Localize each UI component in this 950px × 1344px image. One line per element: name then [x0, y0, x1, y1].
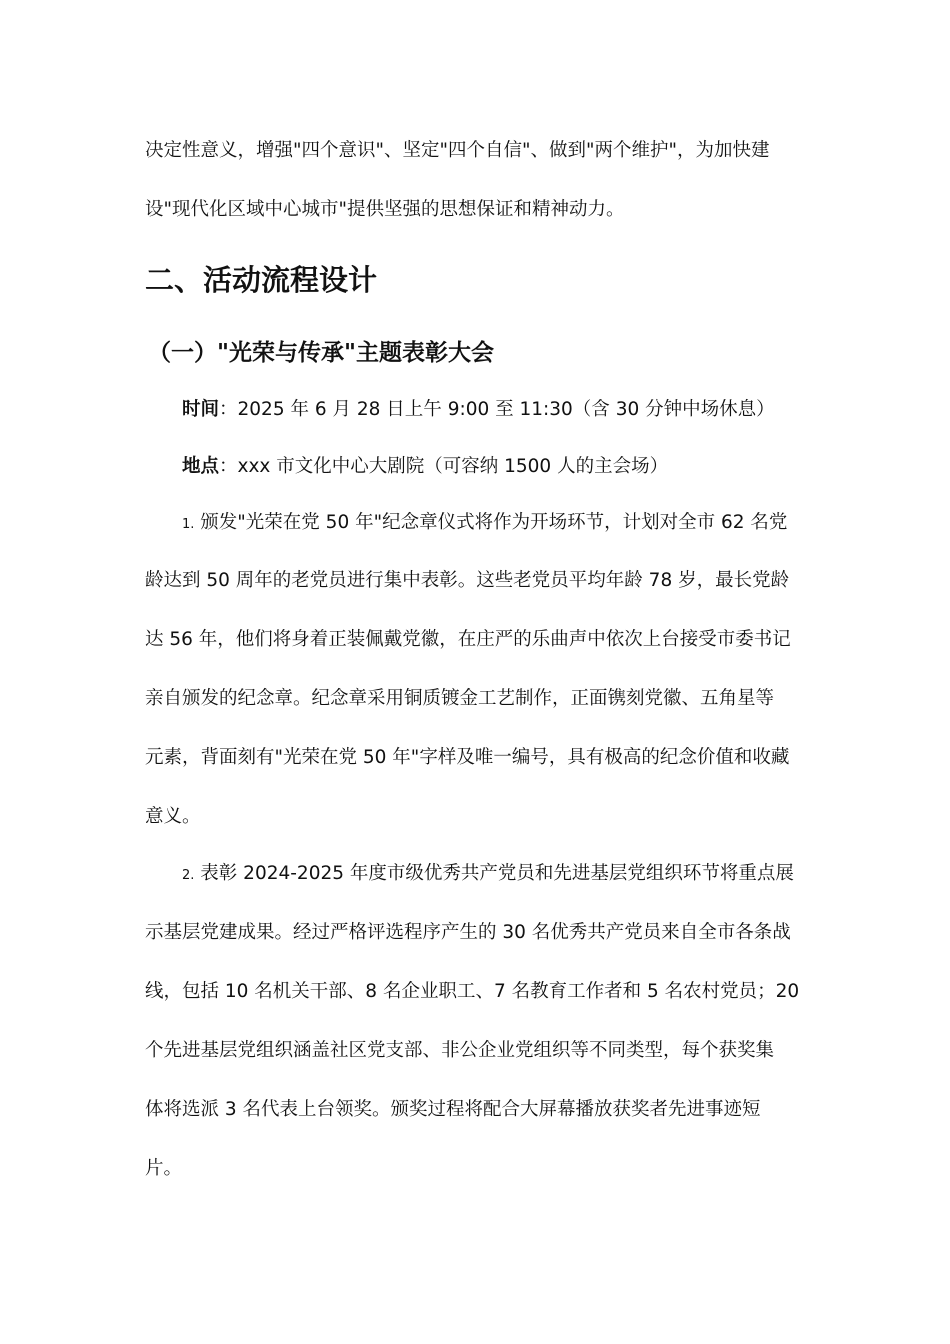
item1-line-2: 龄达到 50 周年的老党员进行集中表彰。这些老党员平均年龄 78 岁，最长党龄 [145, 570, 790, 591]
place-label: 地点 [182, 456, 220, 477]
time-label: 时间 [182, 399, 220, 420]
subsection-heading: （一）"光荣与传承"主题表彰大会 [148, 340, 494, 366]
item2-line-5: 体将选派 3 名代表上台领奖。颁奖过程将配合大屏幕播放获奖者先进事迹短 [145, 1099, 761, 1120]
item2-line-6: 片。 [145, 1158, 183, 1179]
time-value: ：2025 年 6 月 28 日上午 9:00 至 11:30（含 30 分钟中场休息） [219, 399, 775, 420]
item1-line-5: 元素，背面刻有"光荣在党 50 年"字样及唯一编号，具有极高的纪念价值和收藏 [145, 747, 790, 768]
item2-line-2: 示基层党建成果。经过严格评选程序产生的 30 名优秀共产党员来自全市各条战 [145, 922, 791, 943]
intro-line-2: 设"现代化区域中心城市"提供坚强的思想保证和精神动力。 [145, 199, 625, 220]
place-value: ：xxx 市文化中心大剧院（可容纳 1500 人的主会场） [219, 456, 669, 477]
item2-number: 2. [182, 868, 195, 883]
item2-line-3: 线，包括 10 名机关干部、8 名企业职工、7 名教育工作者和 5 名农村党员；20 [145, 981, 800, 1002]
item1-text-1: 颁发"光荣在党 50 年"纪念章仪式将作为开场环节，计划对全市 62 名党 [194, 512, 788, 533]
place-line [182, 455, 668, 479]
item2-text-1: 表彰 2024-2025 年度市级优秀共产党员和先进基层党组织环节将重点展 [194, 863, 794, 884]
item1-line-3: 达 56 年，他们将身着正装佩戴党徽，在庄严的乐曲声中依次上台接受市委书记 [145, 629, 791, 650]
item1-line-1 [182, 511, 787, 537]
section-heading: 二、活动流程设计 [145, 263, 378, 297]
item1-line-4: 亲自颁发的纪念章。纪念章采用铜质镀金工艺制作，正面镌刻党徽、五角星等 [145, 688, 775, 709]
intro-line-1: 决定性意义，增强"四个意识"、坚定"四个自信"、做到"两个维护"，为加快建 [145, 140, 770, 161]
item1-line-6: 意义。 [145, 806, 201, 827]
item2-line-4: 个先进基层党组织涵盖社区党支部、非公企业党组织等不同类型，每个获奖集 [145, 1040, 775, 1061]
time-line [182, 398, 775, 422]
item2-line-1 [182, 862, 794, 888]
item1-number: 1. [182, 517, 195, 532]
